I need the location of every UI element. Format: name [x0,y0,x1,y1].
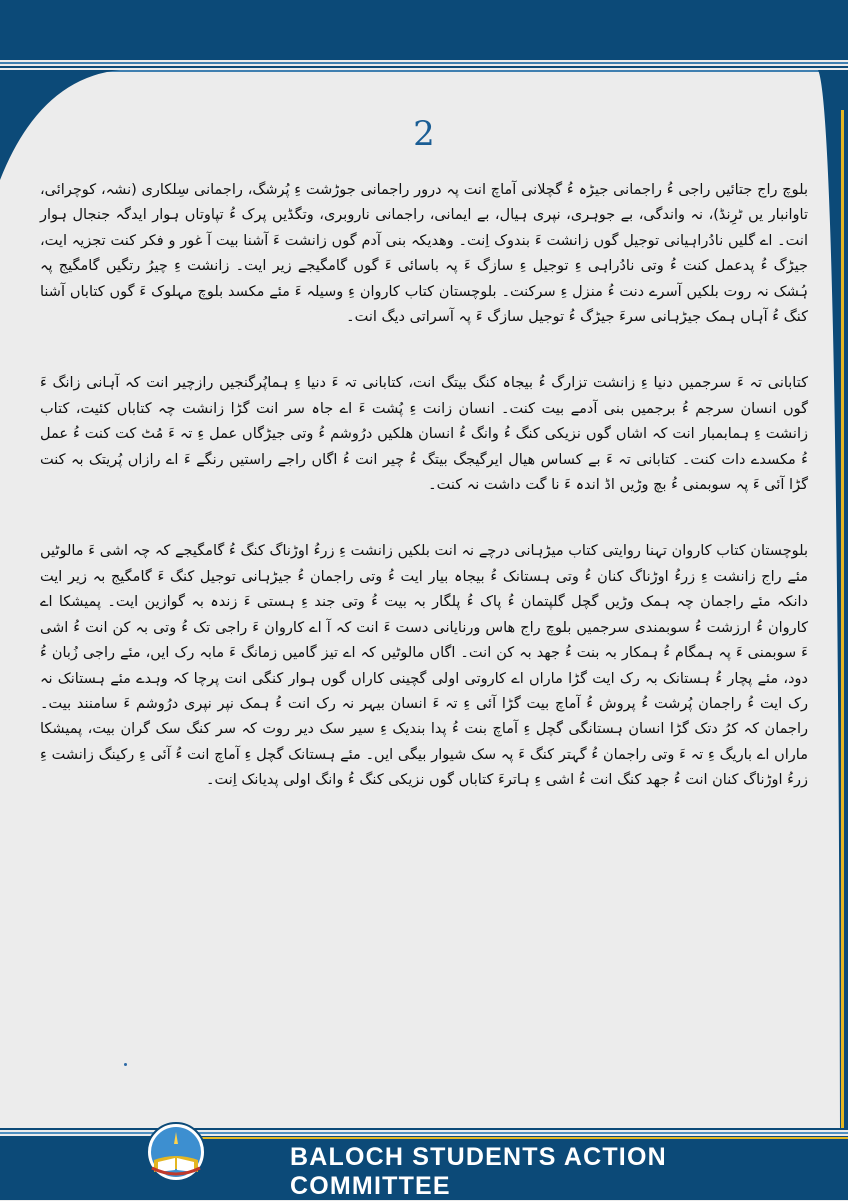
header-stripes [0,58,848,74]
organization-name: BALOCH STUDENTS ACTION COMMITTEE [290,1143,667,1200]
footer-gold-rule [200,1137,848,1139]
stray-dot [124,1063,127,1066]
header-band [0,0,848,58]
article-body [40,178,808,835]
right-gold-rule [841,110,844,1130]
paragraph-1: بلوچ راج جتائیں راجی ءُ راجمانی جیڑہ ءُ گچلانی آماچ انت پہ درور راجمانی جوڑشت ءِ پُرشگ، راجمانی سِلکاری (نشہ، کوچرائی، تاوانبار یں ٹرِنڈ)، نہ واندگی، بے جوہری، نپری ہیال، بے ایمانی، راجمانی ناروبری، وتگڈیں پرک ءُ تپاوتاں ہوار ایدگہ جنجال ہوار انت۔ اے گلیں نادُراہیانی توجیل گوں زانشت ءَ بندوک اِنت۔ وھدیکہ بنی آدم گوں زانشت ءَ آشنا بیت آ غور و فکر کنت تجزیہ ایت، جیڑگ ءُ پدعمل کنت ءُ وتی نادُراہی ءِ توجیل ءِ سازگ ءَ پہ باسائی ءَ گوں گامگیجے زیر ایت۔ زانشت ءِ چیرُ رتگیں گامگیج پہ ہُشک نہ روت بلکیں آسرے دنت ءُ منزل ءِ سرکنت۔ بلوچستان کتاب کاروان ءِ وسیلہ ءَ مئے مکسد بلوچ مہلوک ءَ گوں کتاباں آشنا کنگ ءُ آہاں ہمک جیڑہانی سرءَ جیڑگ ءُ توجیل سازگ ءَ پہ آسراتی دیگ انت۔ [40,182,808,326]
book-emblem-icon [146,1122,206,1182]
page-number: 2 [413,114,435,154]
paragraph-3: بلوچستان کتاب کاروان تہنا روایتی کتاب میڑہانی درچے نہ انت بلکیں زانشت ءِ زرءُ اوڑناگ کنگ ءُ گامگیجے کہ چہ اشی ءَ مالوٹیں مئے راج زانشت ءِ زرءُ اوڑناگ کنان ءُ وتی ہستانک ءُ بیجاہ بیار ایت ءُ وتی راجمان ءُ جیڑہانی توجیل کنگ ءَ گامگیج بہ زیر ایت دانکہ مئے راجمان چہ ہمک وڑیں گچل گلپتمان ءُ پاک ءُ پلگار بہ بیت ءُ وتی جند ءِ ہستی ءَ زندہ بہ گوازین ایت۔ پمیشکا اے کاروان ءُ ارزشت ءُ سوبمندی سرجمیں بلوچ راج ھاس ورنایانی دست ءَ انت کہ آ اے کاروان ءَ راجی تک ءُ وتی بہ کن انت ءُ اشی ءَ سوبمنی ءَ پہ ہمگام ءُ ہمکار بہ بنت ءُ جھد بہ کن انت۔ اگاں مالوٹیں کہ اے تیز گامیں زمانگ ءَ مابہ رک ایں، مئے راجی زُبان ءُ دود، مئے پچار ءُ ہستانک بہ رک ایت گڑا ماراں اے کاروتی اولی گچینی کاراں گوں ہوار کنگی انت پرچا کہ وہدے مئے ہستانک نہ رک ایت ءُ راجمان پُرشت ءُ پروش ءُ آماچ بیت گڑا آئی ءِ تہ ءَ انسان بیہر نہ رک انت ءُ ہمک نپر نپری درُوشم ءَ سامنند بیت۔ راجمان کہ کرُ دتک گڑا انسان ہستانگی گچل ءِ آماچ بنت ءُ پدا بندیک ءِ سیر سک دیر روت کہ سر کنگ سک گران بیت، پمیشکا ماراں اے باریگ ءِ تہ ءَ وتی راجمان ءُ گہتر کنگ ءَ پہ سک شیوار بیگی ایں۔ مئے ہستانک گچل ءِ آماچ انت ءُ آئی ءِ رکینگ زانشت ءِ زرءُ اوڑناگ کنان انت ءُ جھد کنگ انت ءُ اشی ءِ ہاترءَ کتاباں گوں نزیکی کنگ ءُ وانگ اولی پدیانک اِنت۔ [40,543,808,789]
paragraph-2: کتابانی تہ ءَ سرجمیں دنیا ءِ زانشت تزارگ ءُ بیجاہ کنگ بیتگ انت، کتابانی تہ ءَ دنیا ءِ ہماپُرگنجیں رازچیر انت کہ آہانی زانگ ءَ گوں انسان سرجم ءُ برجمیں بنی آدمے بیت کنت۔ انسان زانت ءِ پُشت ءَ اے جاہ سر انت گڑا زانشت چہ کتاباں کئیت، کتاب زانشت ءِ ہمابمبار انت کہ اشاں گوں نزیکی کنگ ءُ وانگ ءُ انسان ھلکیں درُوشم ءُ وتی جیڑگاں عمل ءِ تہ ءَ مُٹ کت کنت ءُ عمل ءُ مکسدے دات کنت۔ کتابانی تہ ءَ بے کساس ھیال ایرگیجگ بیتگ ءُ چیر انت ءُ اگاں راجے راستیں رنگے ءَ اے رازاں پُریتک بہ کنت گڑا آئی ءَ پہ سوبمنی ءُ بچ وڑیں اڈ اندہ ءَ نا گت داشت نہ کنت۔ [40,375,808,494]
